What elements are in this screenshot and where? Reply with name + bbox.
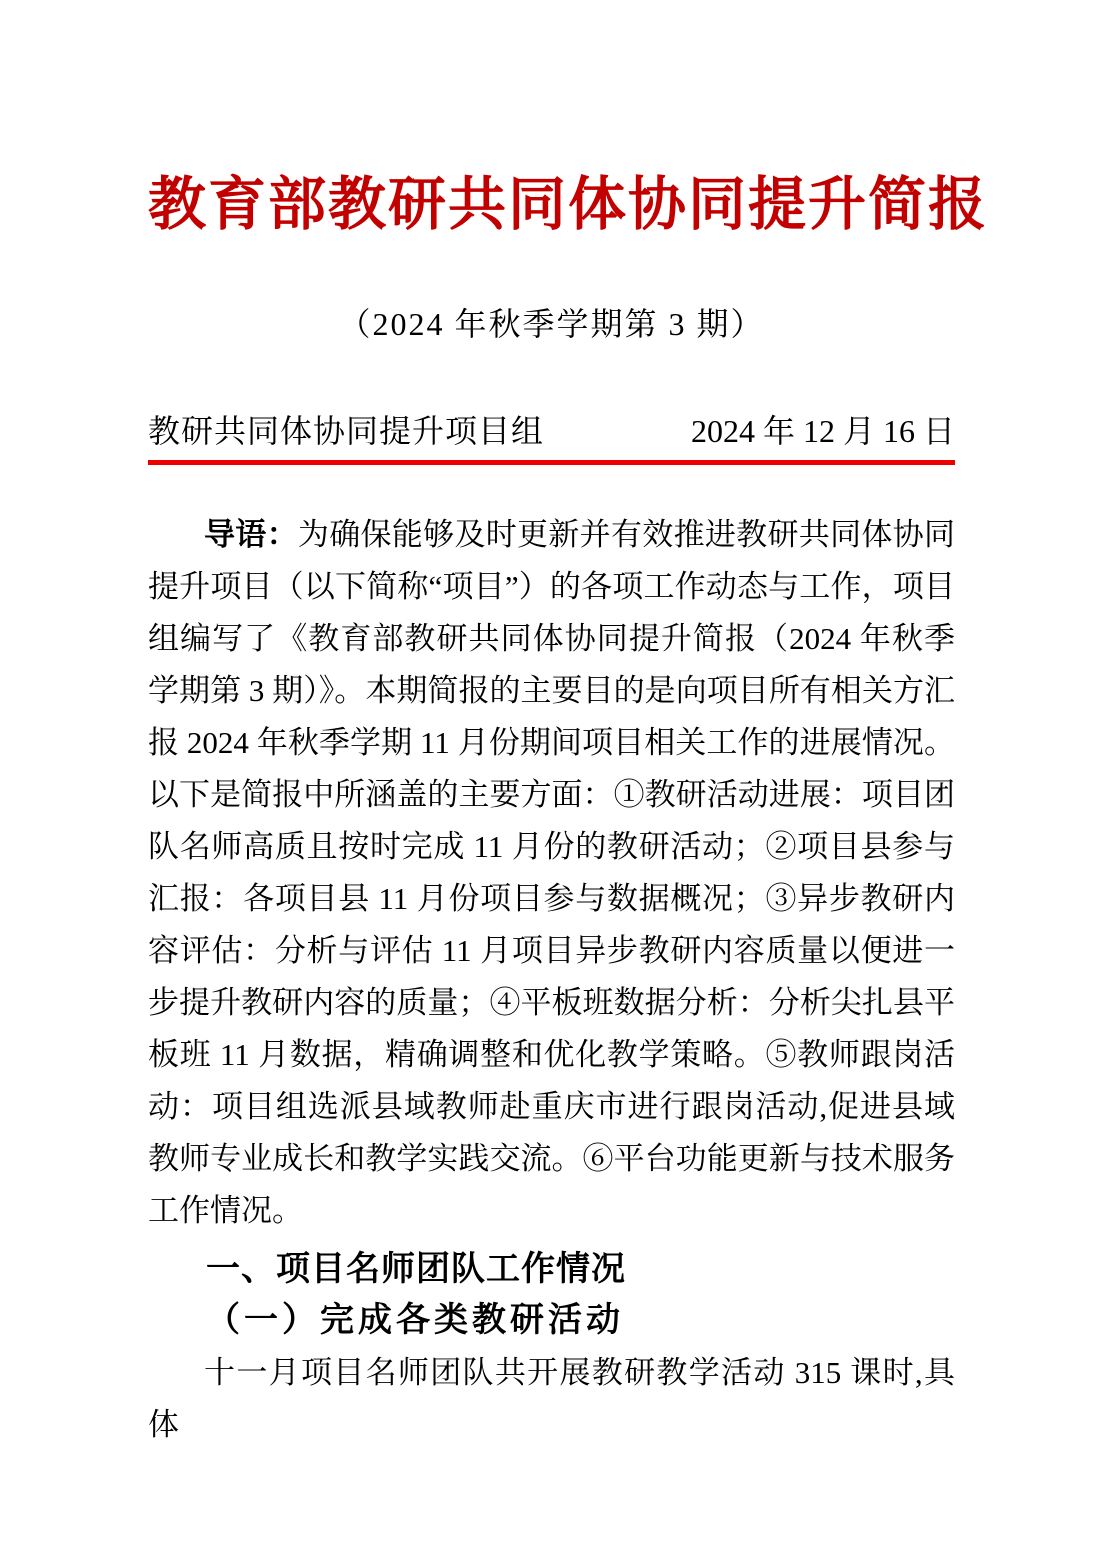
byline-organization: 教研共同体协同提升项目组 xyxy=(148,413,545,449)
header-divider-rule xyxy=(148,460,955,465)
byline-row xyxy=(148,410,955,452)
byline-date: 2024 年 12 月 16 日 xyxy=(690,413,955,449)
lede-label: 导语： xyxy=(204,517,298,552)
section-heading: 一、项目名师团队工作情况 xyxy=(206,1250,626,1288)
lede-paragraph xyxy=(148,509,955,1237)
subsection-heading: （一）完成各类教研活动 xyxy=(206,1302,624,1339)
lede-text: 为确保能够及时更新并有效推进教研共同体协同提升项目（以下简称“项目”）的各项工作动态与工作，项目组编写了《教育部教研共同体协同提升简报（2024 年秋季学期第 3 期）》。本期简报的主要目的是向项目所有相关方汇报 2024 年秋季学期 11 月份期间项目相关工作的进展情况。以下是简报中所涵盖的主要方面：①教研活动进展：项目团队名师高质且按时完成 11 月份的教研活动；②项目县参与汇报：各项目县 11 月份项目参与数据概况；③异步教研内容评估：分析与评估 11 月项目异步教研内容质量以便进一步提升教研内容的质量；④平板班数据分析：分析尖扎县平板班 11 月数据，精确调整和优化教学策略。⑤教师跟岗活动：项目组选派县域教师赴重庆市进行跟岗活动,促进县域教师专业成长和教学实践交流。⑥平台功能更新与技术服务工作情况。 xyxy=(148,517,956,1228)
document-title: 教育部教研共同体协同提升简报 xyxy=(148,172,989,237)
issue-subtitle: （2024 年秋季学期第 3 期） xyxy=(338,306,765,342)
body-paragraph: 十一月项目名师团队共开展教研教学活动 315 课时,具体 xyxy=(148,1355,955,1442)
